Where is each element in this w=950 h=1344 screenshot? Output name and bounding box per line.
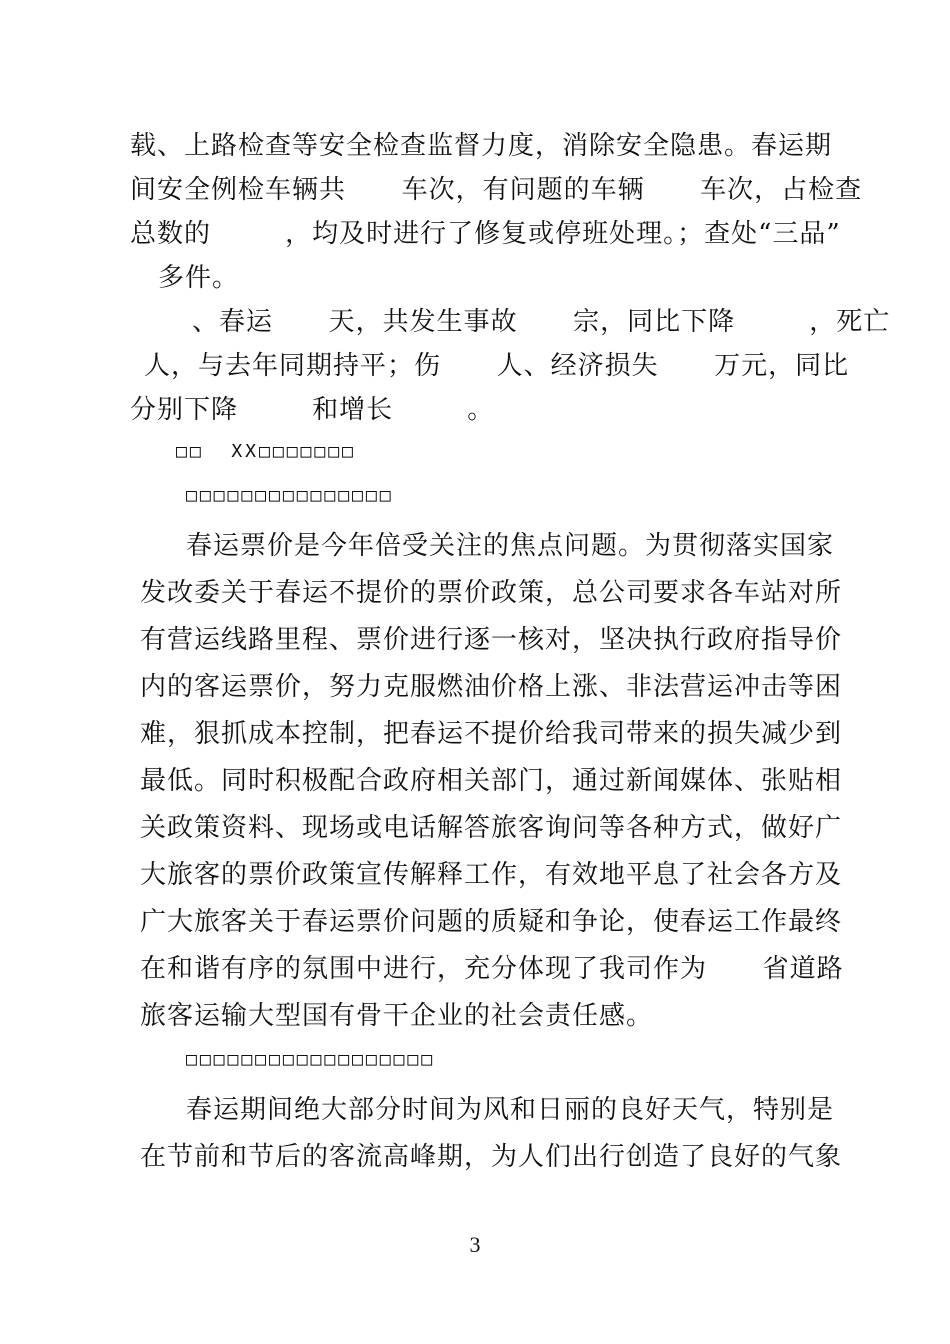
body-line: 在和谐有序的氛围中进行，充分体现了我司作为 省道路 xyxy=(140,954,844,984)
body-line: 人，与去年同期持平；伤 人、经济损失 万元，同比 xyxy=(144,351,850,381)
section-heading: □□ XX□□□□□□□ xyxy=(176,441,356,462)
body-line: 总数的 ，均及时进行了修复或停班处理。；查处“三品” xyxy=(130,219,841,249)
body-line: 多件。 xyxy=(158,263,240,293)
body-line: 广大旅客关于春运票价问题的质疑和争论，使春运工作最终 xyxy=(140,907,843,937)
body-line: 分别下降 和增长 。 xyxy=(130,395,495,425)
body-line: 最低。同时积极配合政府相关部门，通过新闻媒体、张贴相 xyxy=(140,766,843,796)
body-line: 在节前和节后的客流高峰期，为人们出行创造了良好的气象 xyxy=(140,1142,843,1172)
page-number: 3 xyxy=(469,1232,481,1257)
body-line: 关政策资料、现场或电话解答旅客询问等各种方式，做好广 xyxy=(140,813,843,843)
body-line: 春运票价是今年倍受关注的焦点问题。为贯彻落实国家 xyxy=(186,531,835,561)
body-line: 间安全例检车辆共 车次，有问题的车辆 车次，占检查 xyxy=(130,175,863,205)
body-line: 有营运线路里程、票价进行逐一核对，坚决执行政府指导价 xyxy=(140,625,843,655)
body-line: 内的客运票价，努力克服燃油价格上涨、非法营运冲击等困 xyxy=(140,672,843,702)
body-line: 难，狠抓成本控制，把春运不提价给我司带来的损失减少到 xyxy=(140,719,843,749)
body-line: 大旅客的票价政策宣传解释工作，有效地平息了社会各方及 xyxy=(140,860,843,890)
section-heading: □□□□□□□□□□□□□□□□□□ xyxy=(186,1049,436,1070)
body-line: 发改委关于春运不提价的票价政策，总公司要求各车站对所 xyxy=(140,578,843,608)
section-heading: □□□□□□□□□□□□□□□ xyxy=(186,485,394,506)
body-line: 、春运 天，共发生事故 宗，同比下降 ，死亡 xyxy=(192,307,891,337)
body-line: 载、上路检查等安全检查监督力度，消除安全隐患。春运期 xyxy=(130,131,833,161)
body-line: 春运期间绝大部分时间为风和日丽的良好天气，特别是 xyxy=(186,1095,835,1125)
body-line: 旅客运输大型国有骨干企业的社会责任感。 xyxy=(140,1001,654,1031)
